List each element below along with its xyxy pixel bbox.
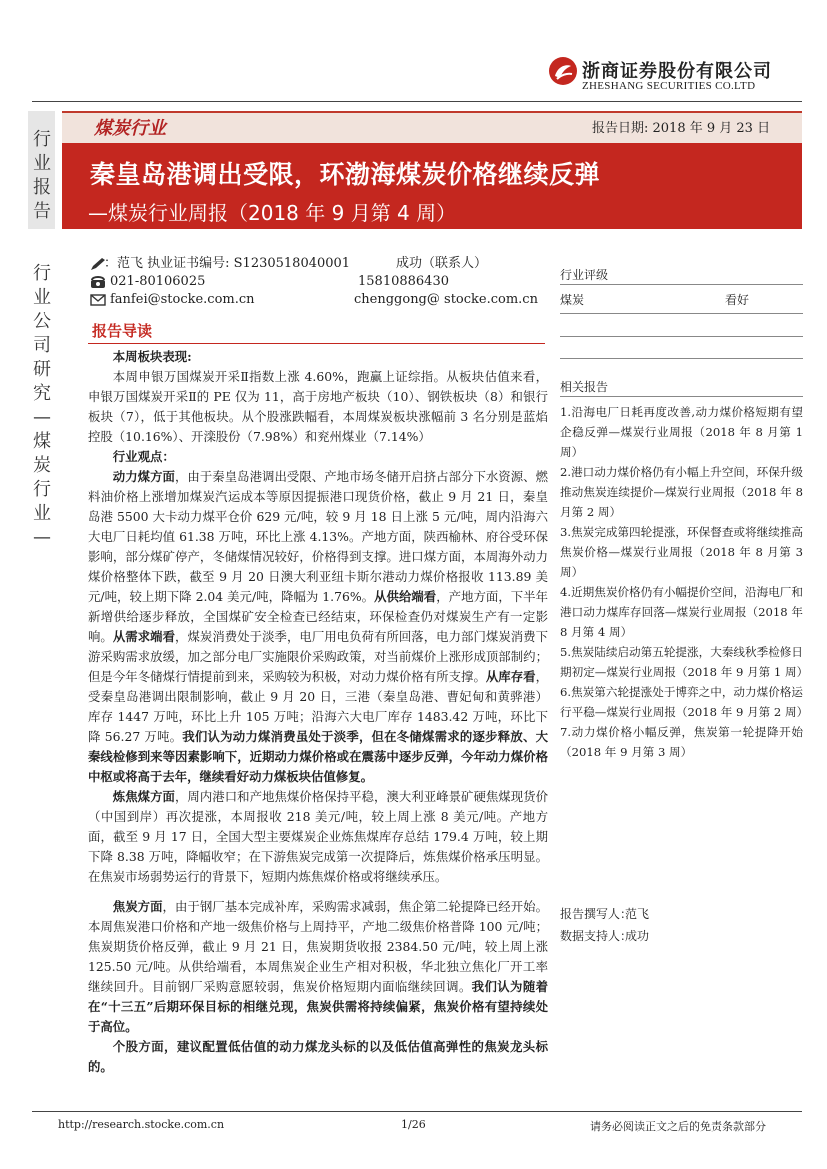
para-coking-coal: 炼焦煤方面，周内港口和产地焦煤价格保持平稳，澳大利亚峰景矿硬焦煤现货价（中国到岸）再次提涨，本周报收 218 美元/吨，较上周上涨 8 美元/吨。产地方面，截至 9 月 17 日，全国大型主要煤炭企业炼焦煤库存总结 179.4 万吨，较上期下降 8.38 万吨，降幅收窄；在下游焦炭完成第一次提降后，炼焦煤价格承压明显。在焦炭市场弱势运行的背景下，短期内炼焦煤价格或将继续承压。 [88,789,549,884]
related-report-item[interactable]: 4.近期焦炭价格仍有小幅提价空间，沿海电厂和港口动力煤库存回落—煤炭行业周报（2018 年 8 月第 4 周） [560,585,803,639]
related-report-item[interactable]: 3.焦炭完成第四轮提涨，环保督查或将继续推高焦炭价格—煤炭行业周报（2018 年 8 月第 3 周） [560,525,803,579]
rating-sector: 煤炭 [560,293,585,307]
mail-icon [90,293,106,307]
footer-disclaimer: 请务必阅读正文之后的免责条款部分 [590,1120,766,1133]
para-stocks: 个股方面，建议配置低估值的动力煤龙头标的以及低估值高弹性的焦炭龙头标的。 [88,1039,548,1074]
related-report-item[interactable]: 6.焦炭第六轮提涨处于博弈之中，动力煤价格运行平稳—煤炭行业周报（2018 年 9 月第 2 周） [560,685,809,719]
email-fanfei: fanfei@stocke.com.cn [110,292,255,307]
report-subtitle: —煤炭行业周报（2018 年 9 月第 4 周） [88,201,457,225]
phone-fanfei: 021-80106025 [110,274,206,289]
rating-divider-2 [560,336,803,337]
page-number: 1/26 [401,1118,426,1131]
phone-chenggong: 15810886430 [358,274,449,289]
intro-divider [88,343,545,344]
related-report-item[interactable]: 7.动力煤价格小幅反弹，焦炭第一轮提降开始（2018 年 9 月第 3 周） [560,725,803,759]
phone-icon [90,275,106,289]
writer-label: 报告撰写人： [560,907,633,921]
related-report-item[interactable]: 5.焦炭陆续启动第五轮提涨，大秦线秋季检修日期初定—煤炭行业周报（2018 年 9 月第 1 周） [560,645,809,679]
related-report-item[interactable]: 2.港口动力煤价格仍有小幅上升空间，环保升级推动焦炭连续提价—煤炭行业周报（2018 年 8 月第 2 周） [560,465,803,519]
author-chenggong: 成功（联系人） [396,256,488,271]
sidebar-category: 行业公司研究—煤炭行业— [33,263,51,548]
company-name-en: ZHESHANG SECURITIES CO.LTD [582,80,756,92]
analyst-block [560,903,803,947]
related-report-item[interactable]: 1.沿海电厂日耗再度改善,动力煤价格短期有望企稳反弹—煤炭行业周报（2018 年 8 月第 1 周） [560,405,803,459]
intro-heading: 报告导读 [92,322,153,340]
section-weekly-performance-text: 本周申银万国煤炭开采Ⅱ指数上涨 4.60%，跑赢上证综指。从板块估值来看，申银万国煤炭开采Ⅱ的 PE 仅为 11，高于房地产板块（10）、钢铁板块（8）和银行板块（7），低于其他板块。从个股涨跌幅看，本周煤炭板块涨幅前 3 名分别是蓝焰控股（10.16%）、开滦股份（7.98%）和兖州煤业（7.14%） [88,369,548,444]
rating-divider-3 [560,358,803,359]
industry-label: 煤炭行业 [94,118,166,139]
section-views-title: 行业观点： [112,449,175,464]
para-thermal-coal: 动力煤方面，由于秦皇岛港调出受限、产地市场冬储开启挤占部分下水资源、燃料油价格上涨增加煤炭汽运成本等原因提振港口现货价格，截止 9 月 21 日，秦皇岛港 5500 大卡动力煤平仓价 629 元/吨，较 9 月 18 日上涨 5 元/吨，周内沿海六大电厂日耗均值 61.38 万吨，环比上涨 4.13%。产地方面，陕西榆林、府谷受环保影响，部分煤矿停产，冬储煤情况较好，价格得到支撑。进口煤方面，本周海外动力煤价格整体下跌，截至 9 月 20 日澳大利亚纽卡斯尔港动力煤价格报收 113.89 美元/吨，较上期下降 2.04 美元/吨，降幅为 1.76%。从供给端看，产地方面，下半年新增供给逐步释放，全国煤矿安全检查已经结束，环保检查仍对煤炭生产有一定影响。从需求端看，煤炭消费处于淡季，电厂用电负荷有所回落，电力部门煤炭消费下游采购需求放缓，加之部分电厂实施限价采购政策，对当前煤价上涨形成顶部制约；但是今年冬储煤行情提前到来，采购较为积极，对动力煤价格有所支撑。从库存看，受秦皇岛港调出限制影响，截止 9 月 20 日，三港（秦皇岛港、曹妃甸和黄骅港）库存 1447 万吨，环比上升 105 万吨；沿海六大电厂库存 1483.42 万吨，环比下降 56.27 万吨。我们认为动力煤消费虽处于淡季，但在冬储煤需求的逐步释放、大秦线检修到来等因素影响下，近期动力煤价格或在震荡中逐步反弹，今年动力煤价格中枢或将高于去年，继续看好动力煤板块估值修复。 [88,469,549,784]
rating-value: 看好 [725,293,750,307]
email-chenggong: chenggong@ stocke.com.cn [354,292,538,307]
footer-divider [32,1111,802,1112]
report-title: 秦皇岛港调出受限，环渤海煤炭价格继续反弹 [90,160,601,189]
company-logo-icon [548,56,578,86]
section-weekly-performance-title: 本周板块表现: [112,349,192,364]
support-label: 数据支持人： [560,929,633,943]
support-name: 成功 [625,929,650,943]
related-divider [560,396,803,397]
author-block [90,255,540,309]
writer-name: 范飞 [625,907,650,921]
para-coke: 焦炭方面，由于钢厂基本完成补库，采购需求减弱，焦企第二轮提降已经开始。本周焦炭港口价格和产地一级焦价格与上周持平，产地二级焦价格普降 100 元/吨；焦炭期货价格反弹，截止 9 月 21 日，焦炭期货收报 2384.50 元/吨，较上周上涨 125.50 元/吨。从供给端看，本周焦炭企业生产相对积极，华北独立焦化厂开工率继续回升。目前钢厂采购意愿较弱，焦炭价格短期内面临继续回调。我们认为随着在“十三五”后期环保目标的相继兑现，焦炭供需将持续偏紧，焦炭价格有望持续处于高位。 [88,899,549,1034]
sidebar-report-type: 行业报告 [33,129,51,222]
rating-divider-1 [560,313,803,314]
report-body [88,347,548,1077]
author-fanfei: ：范飞 执业证书编号: S1230518040001 [104,256,351,271]
rating-divider-top [560,284,803,285]
footer-url[interactable]: http://research.stocke.com.cn [58,1118,225,1131]
related-reports-heading: 相关报告 [560,380,609,394]
rating-heading: 行业评级 [560,268,609,282]
related-reports-list [560,402,809,762]
header-divider [32,101,802,102]
company-name-cn: 浙商证券股份有限公司 [582,61,772,82]
report-date: 报告日期: 2018 年 9 月 23 日 [592,121,771,136]
